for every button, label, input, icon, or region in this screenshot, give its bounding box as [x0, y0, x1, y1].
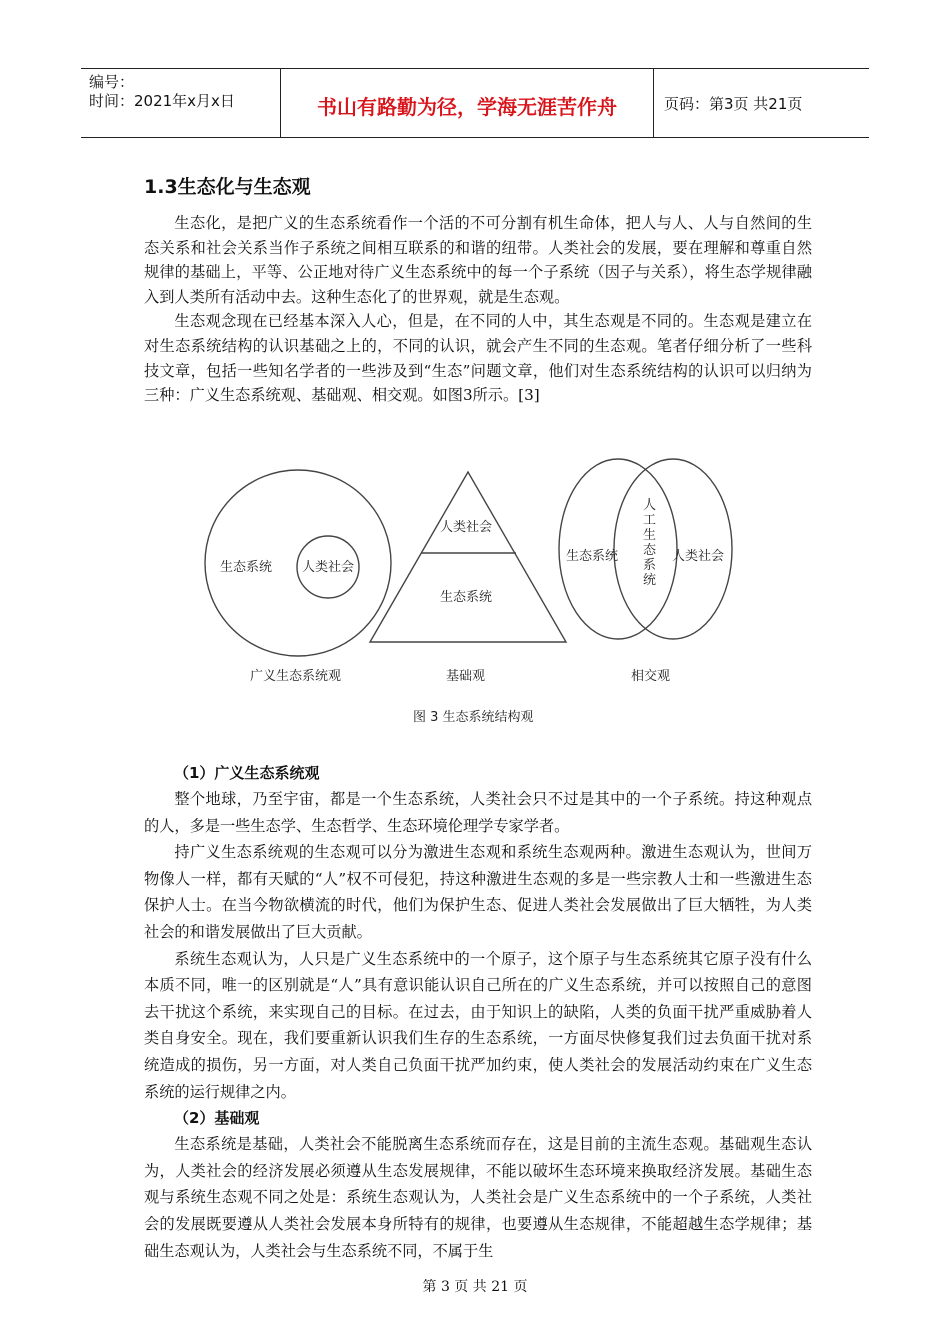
ecosystem-diagram: [200, 455, 745, 740]
panel2-bottom-label: 生态系统: [440, 590, 493, 605]
panel1-outer-label: 生态系统: [220, 560, 273, 575]
panel3-right-label: 人类社会: [672, 549, 725, 564]
header-meta: [89, 73, 235, 111]
pyramid: [370, 472, 566, 642]
overlap-char: 态: [643, 543, 657, 558]
section-intro: [144, 172, 812, 408]
number-label: 编号：: [89, 73, 135, 91]
overlap-char: 生: [643, 528, 657, 543]
page-footer: 第 3 页 共 21 页: [422, 1279, 528, 1295]
date-line: 时间：2021年x月x日: [89, 92, 235, 110]
overlap-char: 系: [643, 558, 657, 573]
overlap-char: 工: [643, 513, 657, 528]
overlap-char: 统: [643, 573, 657, 588]
paragraph: 持广义生态系统观的生态观可以分为激进生态观和系统生态观两种。激进生态观认为，世间万物像人一样，都有天赋的“人”权不可侵犯，持这种激进生态观的多是一些宗教人士和一些激进生态保护人士。在当今物欲横流的时代，他们为保护生态、促进人类社会发展做出了巨大牺牲，为人类社会的和谐发展做出了巨大贡献。: [144, 843, 812, 941]
panel1-inner-label: 人类社会: [302, 560, 355, 575]
section-body: [144, 760, 812, 1264]
panel2-caption: 基础观: [446, 669, 486, 684]
panel3-caption: 相交观: [631, 669, 671, 684]
paragraph: 生态系统是基础，人类社会不能脱离生态系统而存在，这是目前的主流生态观。基础观生态认为，人类社会的经济发展必须遵从生态发展规律，不能以破坏生态环境来换取经济发展。基础生态观与系统生态观不同之处是：系统生态观认为，人类社会是广义生态系统中的一个子系统，人类社会的发展既要遵从人类社会发展本身所特有的规律，也要遵从生态规律，不能超越生态学规律；基础生态观认为，人类社会与生态系统不同，不属于生: [144, 1135, 812, 1260]
header-divider: [653, 69, 654, 137]
header-page-info: 页码：第3页 共21页: [664, 95, 803, 113]
paragraph: 系统生态观认为，人只是广义生态系统中的一个原子，这个原子与生态系统其它原子没有什么本质不同，唯一的区别就是“人”具有意识能认识自己所在的广义生态系统，并可以按照自己的意图去干扰这个系统，来实现自己的目标。在过去，由于知识上的缺陷，人类的负面干扰严重威胁着人类自身安全。现在，我们要重新认识我们生存的生态系统，一方面尽快修复我们过去负面干扰对系统造成的损伤，另一方面，对人类自己负面干扰严加约束，使人类社会的发展活动约束在广义生态系统的运行规律之内。: [144, 949, 812, 1101]
paragraph: 生态化，是把广义的生态系统看作一个活的不可分割有机生命体，把人与人、人与自然间的生态关系和社会关系当作子系统之间相互联系的和谐的纽带。人类社会的发展，要在理解和尊重自然规律的基础上，平等、公正地对待广义生态系统中的每一个子系统（因子与关系），将生态学规律融入到人类所有活动中去。这种生态化了的世界观，就是生态观。: [144, 214, 812, 306]
panel1-caption: 广义生态系统观: [250, 669, 342, 684]
subsection-heading: （2）基础观: [174, 1109, 260, 1128]
panel2-top-label: 人类社会: [440, 520, 493, 535]
figure-caption: 图 3 生态系统结构观: [413, 710, 534, 725]
subsection-heading: （1）广义生态系统观: [174, 764, 320, 782]
page-header: [81, 68, 869, 138]
overlap-char: 人: [643, 498, 657, 513]
paragraph: 生态观念现在已经基本深入人心，但是，在不同的人中，其生态观是不同的。生态观是建立在对生态系统结构的认识基础之上的，不同的认识，就会产生不同的生态观。笔者仔细分析了一些科技文章，包括一些知名学者的一些涉及到“生态”问题文章，他们对生态系统结构的认识可以归纳为三种：广义生态系统观、基础观、相交观。如图3所示。[3]: [144, 312, 812, 405]
header-motto: 书山有路勤为径，学海无涯苦作舟: [317, 95, 617, 119]
figure-3: [200, 455, 745, 740]
section-title: 1.3生态化与生态观: [144, 176, 311, 198]
panel3-left-label: 生态系统: [566, 549, 619, 564]
paragraph: 整个地球，乃至宇宙，都是一个生态系统，人类社会只不过是其中的一个子系统。持这种观点的人，多是一些生态学、生态哲学、生态环境伦理学专家学者。: [144, 790, 812, 835]
